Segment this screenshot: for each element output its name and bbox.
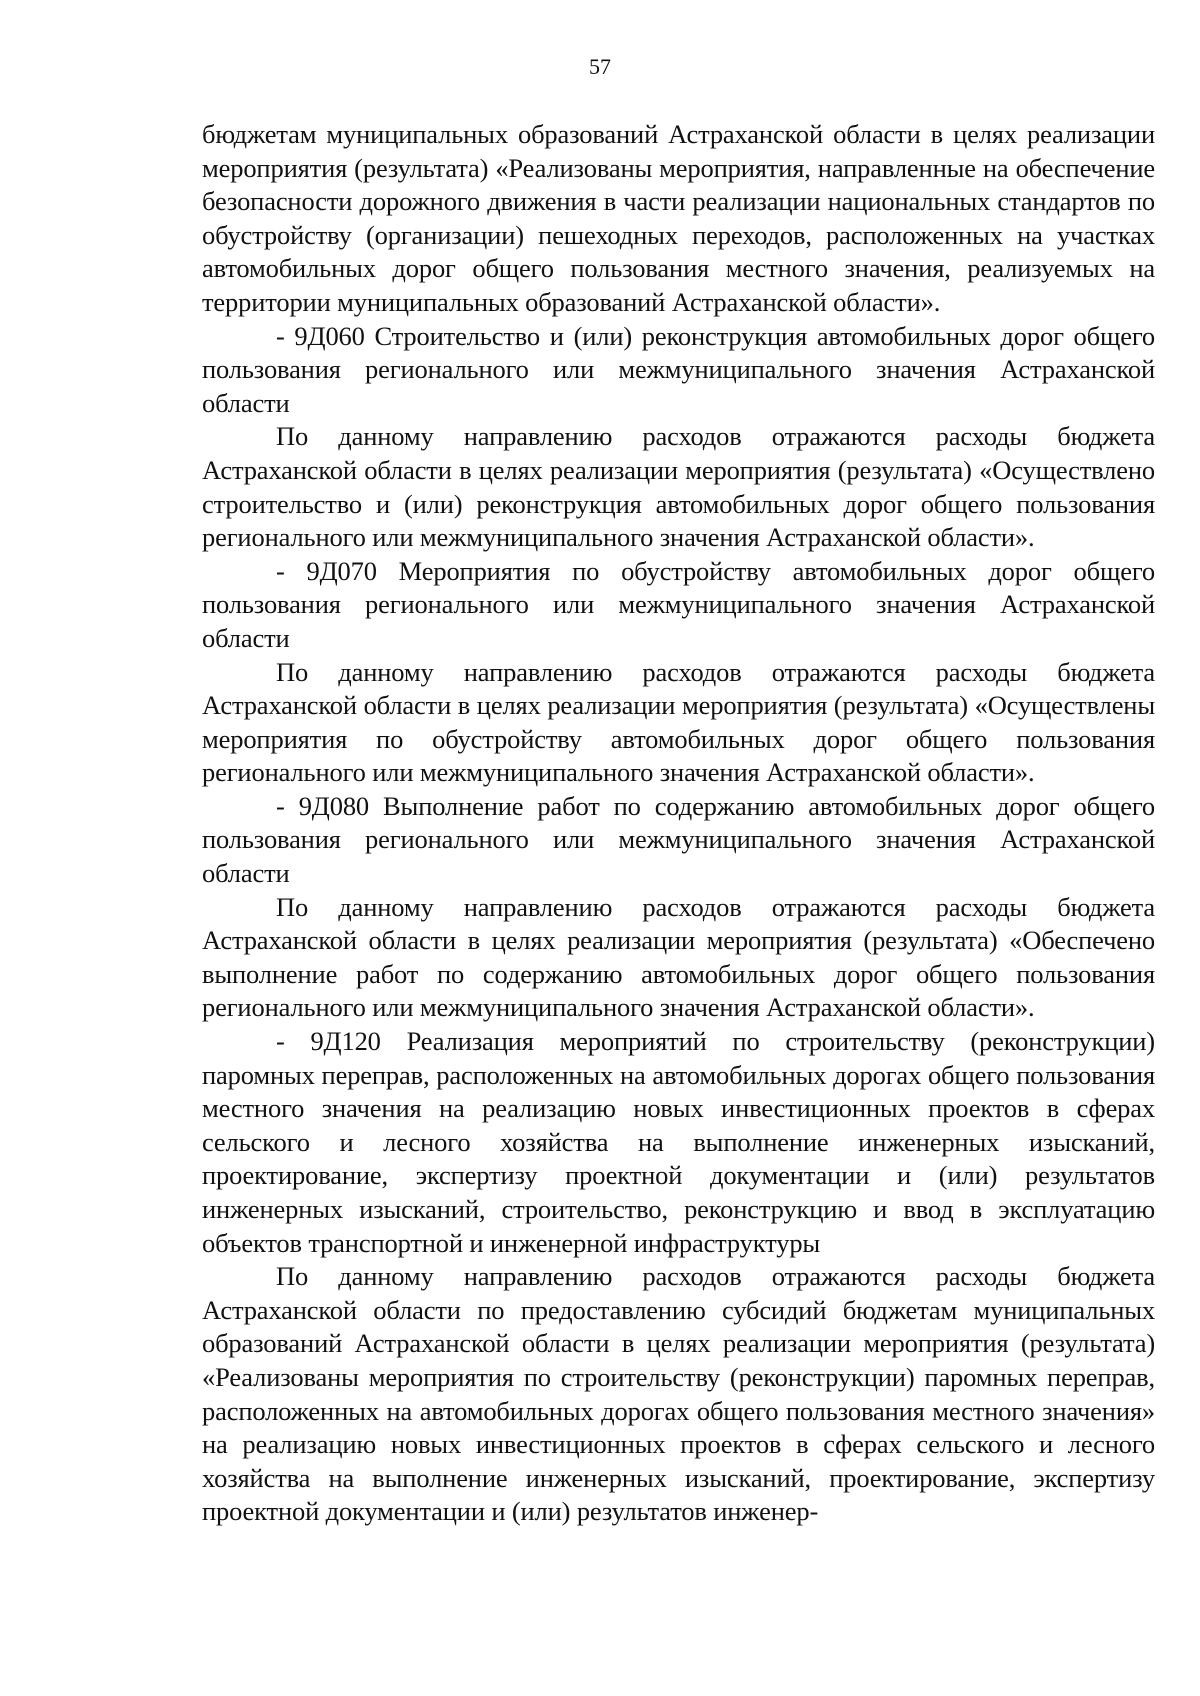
paragraph-item-9d080: - 9Д080 Выполнение работ по содержанию автомобильных дорог общего пользования регионального или межмуниципального значения Астраханской области [202, 790, 1155, 889]
paragraph-description-9d120: По данному направлению расходов отражаются расходы бюджета Астраханской области по предоставлению субсидий бюджетам муниципальных образований Астраханской области в целях реализации мероприятия (результата) «Реализованы мероприятия по строительству (реконструкции) паромных переправ, расположенных на автомобильных дорогах общего пользования местного значения» на реализацию новых инвестиционных проектов в сферах сельского и лесного хозяйства на выполнение инженерных изысканий, проектирование, экспертизу проектной документации и (или) результатов инженер- [202, 1261, 1155, 1527]
document-body [202, 118, 1155, 1529]
paragraph-description-9d080: По данному направлению расходов отражаются расходы бюджета Астраханской области в целях реализации мероприятия (результата) «Обеспечено выполнение работ по содержанию автомобильных дорог общего пользования регионального или межмуниципального значения Астраханской области». [202, 891, 1155, 1023]
paragraph-description-9d060: По данному направлению расходов отражаются расходы бюджета Астраханской области в целях реализации мероприятия (результата) «Осуществлено строительство и (или) реконструкция автомобильных дорог общего пользования регионального или межмуниципального значения Астраханской области». [202, 421, 1155, 553]
paragraph-item-9d070: - 9Д070 Мероприятия по обустройству автомобильных дорог общего пользования регионального или межмуниципального значения Астраханской области [202, 555, 1155, 653]
paragraph-continuation: бюджетам муниципальных образований Астраханской области в целях реализации мероприятия (результата) «Реализованы мероприятия, направленные на обеспечение безопасности дорожного движения в части реализации национальных стандартов по обустройству (организации) пешеходных переходов, расположенных на участках автомобильных дорог общего пользования местного значения, реализуемых на территории муниципальных образований Астраханской области». [202, 119, 1155, 317]
paragraph-description-9d070: По данному направлению расходов отражаются расходы бюджета Астраханской области в целях реализации мероприятия (результата) «Осуществлены мероприятия по обустройству автомобильных дорог общего пользования регионального или межмуниципального значения Астраханской области». [202, 656, 1155, 788]
paragraph-item-9d060: - 9Д060 Строительство и (или) реконструкция автомобильных дорог общего пользования регионального или межмуниципального значения Астраханской области [202, 320, 1155, 418]
page-number: 57 [589, 54, 611, 79]
paragraph-item-9d120: - 9Д120 Реализация мероприятий по строительству (реконструкции) паромных переправ, расположенных на автомобильных дорогах общего пользования местного значения на реализацию новых инвестиционных проектов в сферах сельского и лесного хозяйства на выполнение инженерных изысканий, проектирование, экспертизу проектной документации и (или) результатов инженерных изысканий, строительство, реконструкцию и ввод в эксплуатацию объектов транспортной и инженерной инфраструктуры [202, 1026, 1155, 1258]
